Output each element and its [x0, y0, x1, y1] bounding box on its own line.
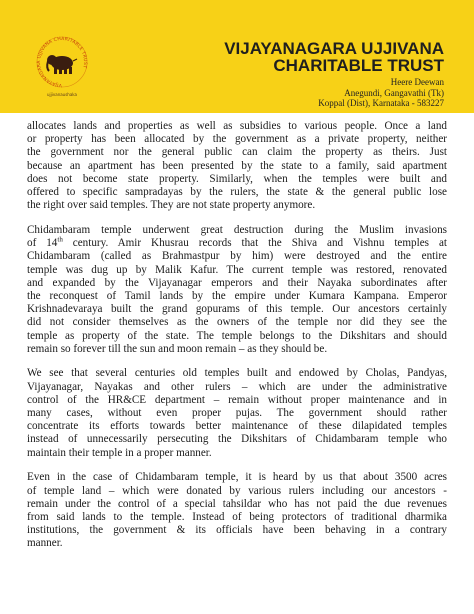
letter-body: [27, 120, 447, 562]
logo-caption: ujjivanaushaka: [47, 92, 77, 97]
text-line: temple as property of the state. The temple belongs to the Dikshitars and should: [27, 329, 447, 342]
text-line: Chidambaram (called as Brahmastpur by him) were destroyed and the entire: [27, 250, 447, 263]
text-line: [27, 237, 447, 250]
text-line: the reconquest of Tamil lands by the empire under Kumara Kampana. Emperor: [27, 289, 447, 302]
text-line: instead of unnecessarily persecuting the Dikshitars of Chidambaram temple who: [27, 433, 447, 446]
text-fragment: century. Amir Khusrau records that the Shiva and Vishnu temples at: [62, 237, 447, 250]
text-line: allocates lands and properties as well as subsidies to various people. Once a land: [27, 120, 447, 132]
org-name-line1: VIJAYANAGARA UJJIVANA: [224, 39, 444, 58]
paragraph-4: [27, 471, 447, 550]
text-line: remain under the control of a special tahsildar who has not paid the due revenues: [27, 497, 447, 510]
logo-ring-text: VIJAYANAGARA UJJIVANA CHARITABLE TRUST: [36, 36, 88, 88]
address-line: Heere Deewan: [390, 77, 444, 87]
text-line: temple was dug up by Malik Kafur. The current temple was restored, renovated: [27, 263, 447, 276]
text-line: manner.: [27, 537, 63, 550]
text-line: many cases, without even proper pujas. The government should rather: [27, 407, 447, 420]
text-line: remain so forever till the sun and moon remain – as they should be.: [27, 342, 328, 355]
organization-name: [144, 40, 444, 74]
letterhead: [0, 0, 474, 113]
text-line: institutions, the government & its officials have been behaving in a contrary: [27, 524, 447, 537]
text-line: maintain their temple in a proper manner.: [27, 446, 212, 459]
text-line: or property has been allocated by the government as a private property, neither: [27, 133, 447, 146]
address-line: Anegundi, Gangavathi (Tk): [344, 87, 444, 98]
address-line: Koppal (Dist), Karnataka - 583227: [318, 98, 444, 108]
text-line: does not become state property. Similarly, when the temples were built and: [27, 172, 447, 185]
text-line: Even in the case of Chidambaram temple, it is heard by us that about 3500 acres: [27, 471, 447, 484]
text-line: and expanded by the Vijayanagar emperors and their Nayaka subordinates after: [27, 276, 447, 289]
text-fragment: of 14: [27, 237, 58, 250]
text-line: did not consider themselves as the owners of the temple nor did they see the: [27, 316, 447, 329]
text-line: the right over said temples. They are not state property anymore.: [27, 199, 316, 212]
paragraph-3: [27, 367, 447, 459]
text-line: the government nor the general public can claim the property as theirs. Just: [27, 146, 447, 159]
paragraph-1: [27, 120, 447, 212]
text-line: offered to specific sampradayas by the rulers, the state & the general public lose: [27, 186, 447, 199]
ordinal-suffix: th: [57, 235, 63, 244]
text-line: control of the HR&CE department – remain without proper maintenance and in: [27, 393, 447, 406]
elephant-icon: [47, 55, 77, 74]
organization-address: [224, 77, 444, 109]
text-line: Chidambaram temple underwent great destruction during the Muslim invasions: [27, 223, 447, 236]
trust-logo: [33, 30, 91, 100]
text-line: Krishnadevaraya built the grand gopurams of this temple. Our ancestors certainly: [27, 303, 447, 316]
paragraph-2: [27, 224, 447, 356]
text-line: Vijayanagar, Nayakas and other rulers – which are under the administrative: [27, 380, 447, 393]
text-line: because an apartment has been presented by the state to a family, said apartment: [27, 159, 447, 172]
org-name-line2: CHARITABLE TRUST: [273, 56, 444, 75]
text-line: We see that several centuries old temples built and endowed by Cholas, Pandyas,: [27, 367, 447, 380]
text-line: concentrate its efforts towards better maintenance of these dilapidated temples: [27, 420, 447, 433]
text-line: of temple land – which were donated by various rulers including our ancestors -: [27, 484, 447, 497]
text-line: from said lands to the temple. Instead of being protectors of traditional dharmika: [27, 510, 447, 523]
